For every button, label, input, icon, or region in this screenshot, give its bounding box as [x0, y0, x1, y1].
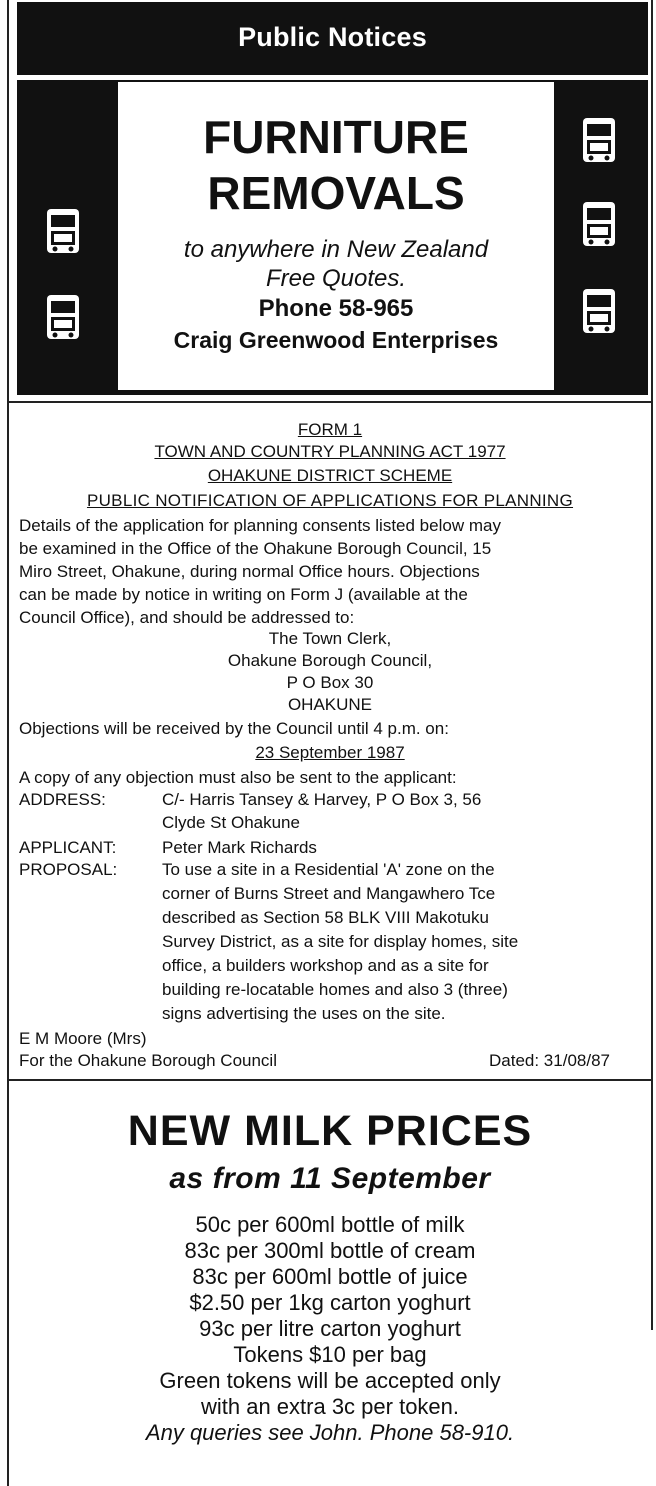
proposal-line: building re-locatable homes and also 3 (three): [162, 980, 508, 999]
proposal-line: corner of Burns Street and Mangawhero Tce: [162, 884, 496, 903]
price-line: 50c per 600ml bottle of milk: [195, 1212, 465, 1237]
ad-company: Craig Greenwood Enterprises: [173, 327, 499, 353]
address-line: The Town Clerk,: [268, 629, 392, 648]
ad-headline-removals: REMOVALS: [207, 167, 465, 219]
applicant-name: Peter Mark Richards: [162, 838, 317, 857]
objections-until: Objections will be received by the Council until 4 p.m. on:: [19, 719, 449, 738]
furniture-removals-ad: [17, 80, 648, 395]
ad-phone: Phone 58-965: [258, 295, 414, 322]
price-line: with an extra 3c per token.: [200, 1394, 460, 1419]
form-number: FORM 1: [297, 420, 363, 439]
scheme-title: OHAKUNE DISTRICT SCHEME: [207, 466, 453, 485]
address-line: OHAKUNE: [287, 695, 373, 714]
price-line: 83c per 300ml bottle of cream: [184, 1238, 476, 1263]
intro-line: Miro Street, Ohakune, during normal Office hours. Objections: [19, 562, 480, 581]
notice-date: Dated: 31/08/87: [489, 1051, 610, 1070]
milk-subheading: as from 11 September: [169, 1162, 491, 1195]
address-line: P O Box 30: [286, 673, 374, 692]
price-line: 93c per litre carton yoghurt: [199, 1316, 461, 1341]
right-column-rule: [651, 0, 653, 1330]
ad-tagline: to anywhere in New Zealand: [183, 236, 489, 263]
copy-note: A copy of any objection must also be sent to the applicant:: [19, 768, 457, 787]
proposal-line: To use a site in a Residential 'A' zone on the: [162, 860, 495, 879]
section-divider: [9, 1079, 651, 1081]
proposal-label: PROPOSAL:: [19, 860, 118, 879]
section-title: Public Notices: [238, 22, 427, 52]
truck-icon: [580, 287, 618, 337]
section-header: [17, 2, 648, 75]
truck-icon: [44, 293, 82, 343]
ad-headline-furniture: FURNITURE: [203, 111, 469, 163]
truck-icon: [580, 116, 618, 166]
address-label: ADDRESS:: [19, 790, 106, 809]
truck-icon: [44, 207, 82, 257]
intro-line: be examined in the Office of the Ohakune Borough Council, 15: [19, 539, 492, 558]
applicant-address-line: Clyde St Ohakune: [162, 813, 300, 832]
price-line: 83c per 600ml bottle of juice: [192, 1264, 468, 1289]
intro-line: Details of the application for planning consents listed below may: [19, 516, 501, 535]
truck-icon: [580, 200, 618, 250]
milk-queries: Any queries see John. Phone 58-910.: [145, 1420, 515, 1445]
intro-line: Council Office), and should be addressed to:: [19, 608, 355, 627]
price-line: Tokens $10 per bag: [233, 1342, 427, 1367]
proposal-line: office, a builders workshop and as a site for: [162, 956, 489, 975]
price-line: $2.50 per 1kg carton yoghurt: [189, 1290, 471, 1315]
applicant-address-line: C/- Harris Tansey & Harvey, P O Box 3, 56: [162, 790, 482, 809]
proposal-line: Survey District, as a site for display homes, site: [162, 932, 519, 951]
council-signoff: For the Ohakune Borough Council: [19, 1051, 277, 1070]
notice-heading: PUBLIC NOTIFICATION OF APPLICATIONS FOR PLANNING: [86, 491, 574, 510]
act-title: TOWN AND COUNTRY PLANNING ACT 1977: [154, 442, 506, 461]
ad-free-quotes: Free Quotes.: [265, 265, 407, 292]
proposal-line: signs advertising the uses on the site.: [162, 1004, 446, 1023]
price-line: Green tokens will be accepted only: [159, 1368, 501, 1393]
objection-deadline: 23 September 1987: [255, 743, 405, 762]
milk-headline: NEW MILK PRICES: [127, 1107, 533, 1155]
ad-text-panel: [118, 82, 554, 390]
proposal-line: described as Section 58 BLK VIII Makotuku: [162, 908, 489, 927]
address-line: Ohakune Borough Council,: [227, 651, 433, 670]
section-divider: [9, 401, 651, 403]
signatory: E M Moore (Mrs): [19, 1029, 147, 1048]
intro-paragraph: [19, 514, 647, 629]
applicant-label: APPLICANT:: [19, 838, 117, 857]
intro-line: can be made by notice in writing on Form J (available at the: [19, 585, 468, 604]
